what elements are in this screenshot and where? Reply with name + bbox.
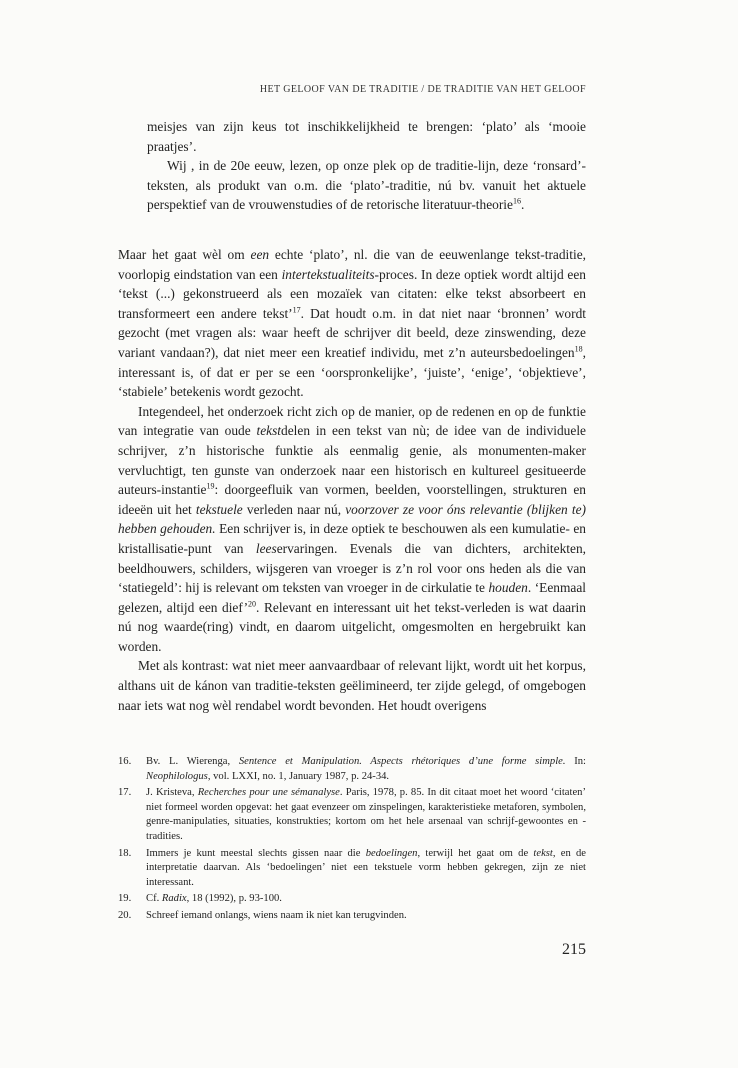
- text-run: . Dat houdt o.m. in dat niet naar ‘bronnen’ wordt gezocht (met vragen als: waar heeft de schrijver dit beeld, deze zinswending, deze variant vandaan?), dat niet meer een kreatief individu, met z’n auteursbedoelingen: [118, 305, 586, 360]
- footnote-number: 18.: [118, 847, 132, 859]
- footnote-text: [146, 755, 586, 784]
- text-run: ervaringen. Evenals die van dichters, architekten, beeldhouwers, schilders, wijsgeren van vroeger is z’n rol voor ons heden als die van ‘statiegeld’: hij is relevant om teksten van vroeger in de cirkulatie te: [118, 540, 586, 596]
- quote-paragraph-1: meisjes van zijn keus tot inschikkelijkheid te brengen: ‘plato’ als ‘mooie praatjes’.: [147, 119, 586, 154]
- text-run: In:: [565, 756, 586, 767]
- text-run: Cf.: [146, 893, 162, 905]
- emphasis: Sentence et Manipulation. Aspects rhétoriques d’une forme simple.: [238, 756, 566, 767]
- footnote-ref[interactable]: 19: [206, 481, 215, 491]
- text-run: , terwijl het gaat om de: [417, 847, 534, 859]
- text-run: verleden naar nú,: [242, 501, 346, 517]
- emphasis: bedoelingen: [365, 847, 418, 859]
- body-text: [118, 245, 586, 715]
- body-paragraph-2: [118, 402, 586, 657]
- emphasis: intertekstualiteits: [281, 266, 375, 282]
- page-number: 215: [562, 941, 586, 958]
- footnote-19: [118, 892, 586, 907]
- footnote-text: Schreef iemand onlangs, wiens naam ik niet kan terugvinden.: [146, 909, 407, 921]
- footnotes: [118, 755, 586, 926]
- footnote-ref[interactable]: 16: [512, 196, 521, 206]
- text-run: -proces. In deze optiek wordt altijd een ‘tekst (...) gekonstrueerd als een mozaïek van citaten: elke tekst absorbeert en transformeert een andere tekst’: [118, 266, 586, 321]
- emphasis: Radix: [161, 893, 187, 905]
- emphasis: tekstuele: [195, 501, 243, 517]
- footnote-18: [118, 847, 586, 891]
- emphasis: tekst: [256, 423, 282, 439]
- text-run: , vol. LXXI, no. 1, January 1987, p. 24-34.: [207, 770, 390, 782]
- text-run: . ‘Eenmaal gelezen, altijd een dief’: [118, 580, 587, 615]
- text-run: Bv. L. Wierenga,: [146, 756, 239, 767]
- emphasis: lees: [255, 540, 277, 556]
- emphasis: voorzover ze voor óns relevantie (blijken te) hebben gehouden.: [118, 501, 586, 537]
- footnote-ref[interactable]: 17: [292, 305, 301, 315]
- text-run: Integendeel, het onderzoek richt zich op de manier, op de redenen en op de funktie van integratie van oude: [118, 403, 586, 439]
- footnote-text: [146, 786, 586, 844]
- footnote-17: [118, 786, 586, 844]
- text-run: Wij , in de 20e eeuw, lezen, op onze plek op de traditie-lijn, deze ‘ronsard’-teksten, als produkt van o.m. die ‘plato’-traditie, nú bv. vanuit het aktuele perspektief van de vrouwenstudies of de retorische literatuur-theorie: [147, 158, 586, 213]
- body-paragraph-3: Met als kontrast: wat niet meer aanvaardbaar of relevant lijkt, wordt uit het korpus, althans uit de kánon van traditie-teksten geëlimineerd, ter zijde gelegd, of omgebogen naar iets wat nog wèl rendabel wordt bevonden. Het houdt overigens: [118, 658, 586, 713]
- emphasis: Recherches pour une sémanalyse: [197, 787, 340, 799]
- footnote-text: [146, 892, 586, 907]
- text-run: Maar het gaat wèl om: [118, 247, 251, 262]
- footnote-text: [146, 847, 586, 891]
- text-run: , 18 (1992), p. 93-100.: [186, 893, 282, 905]
- body-paragraph-1: [118, 245, 586, 402]
- quote-paragraph-2: [147, 156, 586, 215]
- footnote-20: [118, 909, 586, 924]
- footnote-number: 16.: [118, 756, 132, 767]
- text-run: Immers je kunt meestal slechts gissen naar die: [146, 847, 366, 859]
- text-run: . Paris, 1978, p. 85. In dit citaat moet het woord ‘citaten’ niet formeel worden opgevat: het gaat evenzeer om zinspelingen, karakteristieke metaforen, symbolen, genre-manipulaties, situaties, konstrukties; kortom om het hele arsenaal van schrijf-gewoontes en -tradities.: [146, 787, 586, 842]
- footnote-number: 17.: [118, 787, 132, 799]
- text-run: J. Kristeva,: [146, 787, 198, 799]
- text-run: . Relevant en interessant uit het tekst-verleden is wat daarin nú nog waarde(ring) vindt, en daarom uitgelicht, omgesmolten en hergebruikt kan worden.: [118, 599, 586, 654]
- footnote-ref[interactable]: 18: [574, 344, 583, 354]
- text-run: : doorgeefluik van vormen, beelden, voorstellingen, strukturen en ideeën uit het: [118, 482, 586, 517]
- block-quote: [147, 117, 586, 215]
- emphasis: houden: [488, 580, 528, 596]
- footnote-number: 19.: [118, 893, 132, 905]
- text-run: delen in een tekst van nù; de idee van de individuele schrijver, z’n historische funktie als eenmalig genie, als monumenten-maker vervluchtigt, ten gunste van onderzoek naar een historisch en kultureel gesitueerde auteurs-instantie: [118, 423, 586, 498]
- footnote-number: 20.: [118, 909, 132, 921]
- emphasis: een: [250, 247, 270, 262]
- text-run: echte ‘plato’, nl. die van de eeuwenlange tekst-traditie, voorlopig eindstation van een: [118, 247, 586, 282]
- emphasis: tekst: [533, 847, 553, 859]
- text-run: , en de interpretatie daarvan. Als ‘bedoelingen’ niet een tekstuele vorm hebben gekregen, zijn ze niet interessant.: [146, 847, 586, 888]
- footnote-16: [118, 755, 586, 784]
- emphasis: Neophilologus: [146, 770, 208, 782]
- text-run: , interessant is, of dat er per se een ‘oorspronkelijke’, ‘juiste’, ‘enige’, ‘objektieve’, ‘stabiele’ betekenis wordt gezocht.: [118, 344, 586, 400]
- running-head: HET GELOOF VAN DE TRADITIE / DE TRADITIE VAN HET GELOOF: [259, 84, 586, 95]
- text-run: .: [520, 197, 525, 213]
- footnote-ref[interactable]: 20: [248, 599, 257, 609]
- text-run: Een schrijver is, in deze optiek te beschouwen als een kumulatie- en kristallisatie-punt van: [118, 521, 586, 556]
